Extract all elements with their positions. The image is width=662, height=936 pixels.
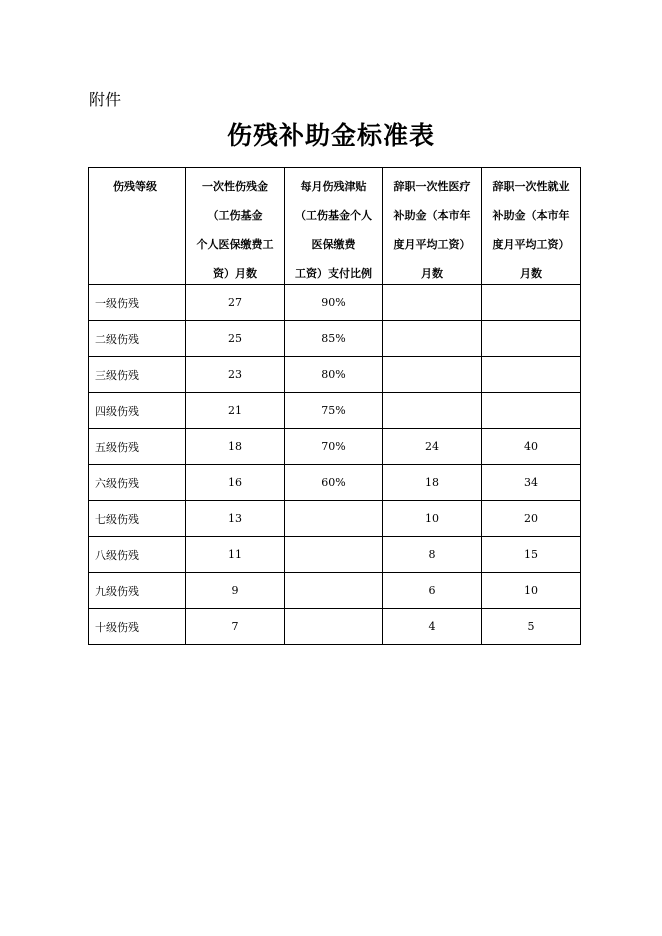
value-cell: 7 <box>186 609 285 645</box>
value-cell: 80% <box>285 357 383 393</box>
header-row <box>89 168 581 285</box>
table-row <box>89 501 581 537</box>
header-line: 补助金（本市年 <box>492 209 570 222</box>
value-cell <box>285 537 383 573</box>
header-line: 补助金（本市年 <box>393 209 471 222</box>
table-row <box>89 573 581 609</box>
page-title: 伤残补助金标准表 <box>226 121 435 150</box>
value-cell: 5 <box>482 609 581 645</box>
value-cell <box>482 321 581 357</box>
value-cell: 85% <box>285 321 383 357</box>
grade-cell: 五级伤残 <box>89 429 186 465</box>
header-line: 辞职一次性医疗 <box>393 180 471 193</box>
value-cell: 13 <box>186 501 285 537</box>
value-cell: 75% <box>285 393 383 429</box>
value-cell: 10 <box>383 501 482 537</box>
value-cell <box>383 321 482 357</box>
value-cell: 27 <box>186 285 285 321</box>
grade-cell: 八级伤残 <box>89 537 186 573</box>
value-cell: 70% <box>285 429 383 465</box>
header-line: （工伤基金 <box>207 209 263 222</box>
grade-cell: 三级伤残 <box>89 357 186 393</box>
header-line: 资）月数 <box>213 267 257 280</box>
value-cell: 60% <box>285 465 383 501</box>
header-line: 辞职一次性就业 <box>492 180 570 193</box>
value-cell: 10 <box>482 573 581 609</box>
header-line: 月数 <box>421 267 443 280</box>
header-line: 月数 <box>520 267 542 280</box>
value-cell: 6 <box>383 573 482 609</box>
header-line: 个人医保缴费工 <box>196 238 274 251</box>
table-row <box>89 285 581 321</box>
value-cell: 8 <box>383 537 482 573</box>
grade-cell: 六级伤残 <box>89 465 186 501</box>
value-cell: 34 <box>482 465 581 501</box>
value-cell: 9 <box>186 573 285 609</box>
value-cell: 18 <box>186 429 285 465</box>
table-row <box>89 321 581 357</box>
header-line: 度月平均工资） <box>492 238 570 251</box>
value-cell <box>383 393 482 429</box>
header-line: 每月伤残津贴 <box>300 180 367 193</box>
grade-cell: 二级伤残 <box>89 321 186 357</box>
value-cell: 16 <box>186 465 285 501</box>
column-header <box>285 168 383 285</box>
value-cell: 18 <box>383 465 482 501</box>
grade-cell: 四级伤残 <box>89 393 186 429</box>
column-header <box>383 168 482 285</box>
column-header <box>482 168 581 285</box>
value-cell: 24 <box>383 429 482 465</box>
table-row <box>89 537 581 573</box>
column-header <box>89 168 186 285</box>
header-line: 工资）支付比例 <box>295 267 372 280</box>
table-row <box>89 465 581 501</box>
value-cell <box>482 393 581 429</box>
value-cell: 25 <box>186 321 285 357</box>
value-cell: 40 <box>482 429 581 465</box>
grade-cell: 十级伤残 <box>89 609 186 645</box>
value-cell: 90% <box>285 285 383 321</box>
table-row <box>89 609 581 645</box>
value-cell <box>383 357 482 393</box>
grade-cell: 七级伤残 <box>89 501 186 537</box>
value-cell <box>285 501 383 537</box>
value-cell <box>482 357 581 393</box>
value-cell: 4 <box>383 609 482 645</box>
header-line: （工伤基金个人 <box>295 209 372 222</box>
column-header <box>186 168 285 285</box>
value-cell: 15 <box>482 537 581 573</box>
table-row <box>89 393 581 429</box>
value-cell <box>383 285 482 321</box>
grade-cell: 九级伤残 <box>89 573 186 609</box>
header-line: 医保缴费 <box>311 238 356 251</box>
value-cell: 23 <box>186 357 285 393</box>
disability-subsidy-table <box>88 167 581 645</box>
value-cell: 21 <box>186 393 285 429</box>
value-cell <box>285 609 383 645</box>
table-row <box>89 357 581 393</box>
attachment-label: 附件 <box>89 90 122 109</box>
value-cell: 11 <box>186 537 285 573</box>
header-line: 伤残等级 <box>113 180 157 193</box>
header-line: 一次性伤残金 <box>202 180 268 193</box>
value-cell: 20 <box>482 501 581 537</box>
grade-cell: 一级伤残 <box>89 285 186 321</box>
header-line: 度月平均工资） <box>393 238 471 251</box>
value-cell <box>482 285 581 321</box>
table-row <box>89 429 581 465</box>
value-cell <box>285 573 383 609</box>
